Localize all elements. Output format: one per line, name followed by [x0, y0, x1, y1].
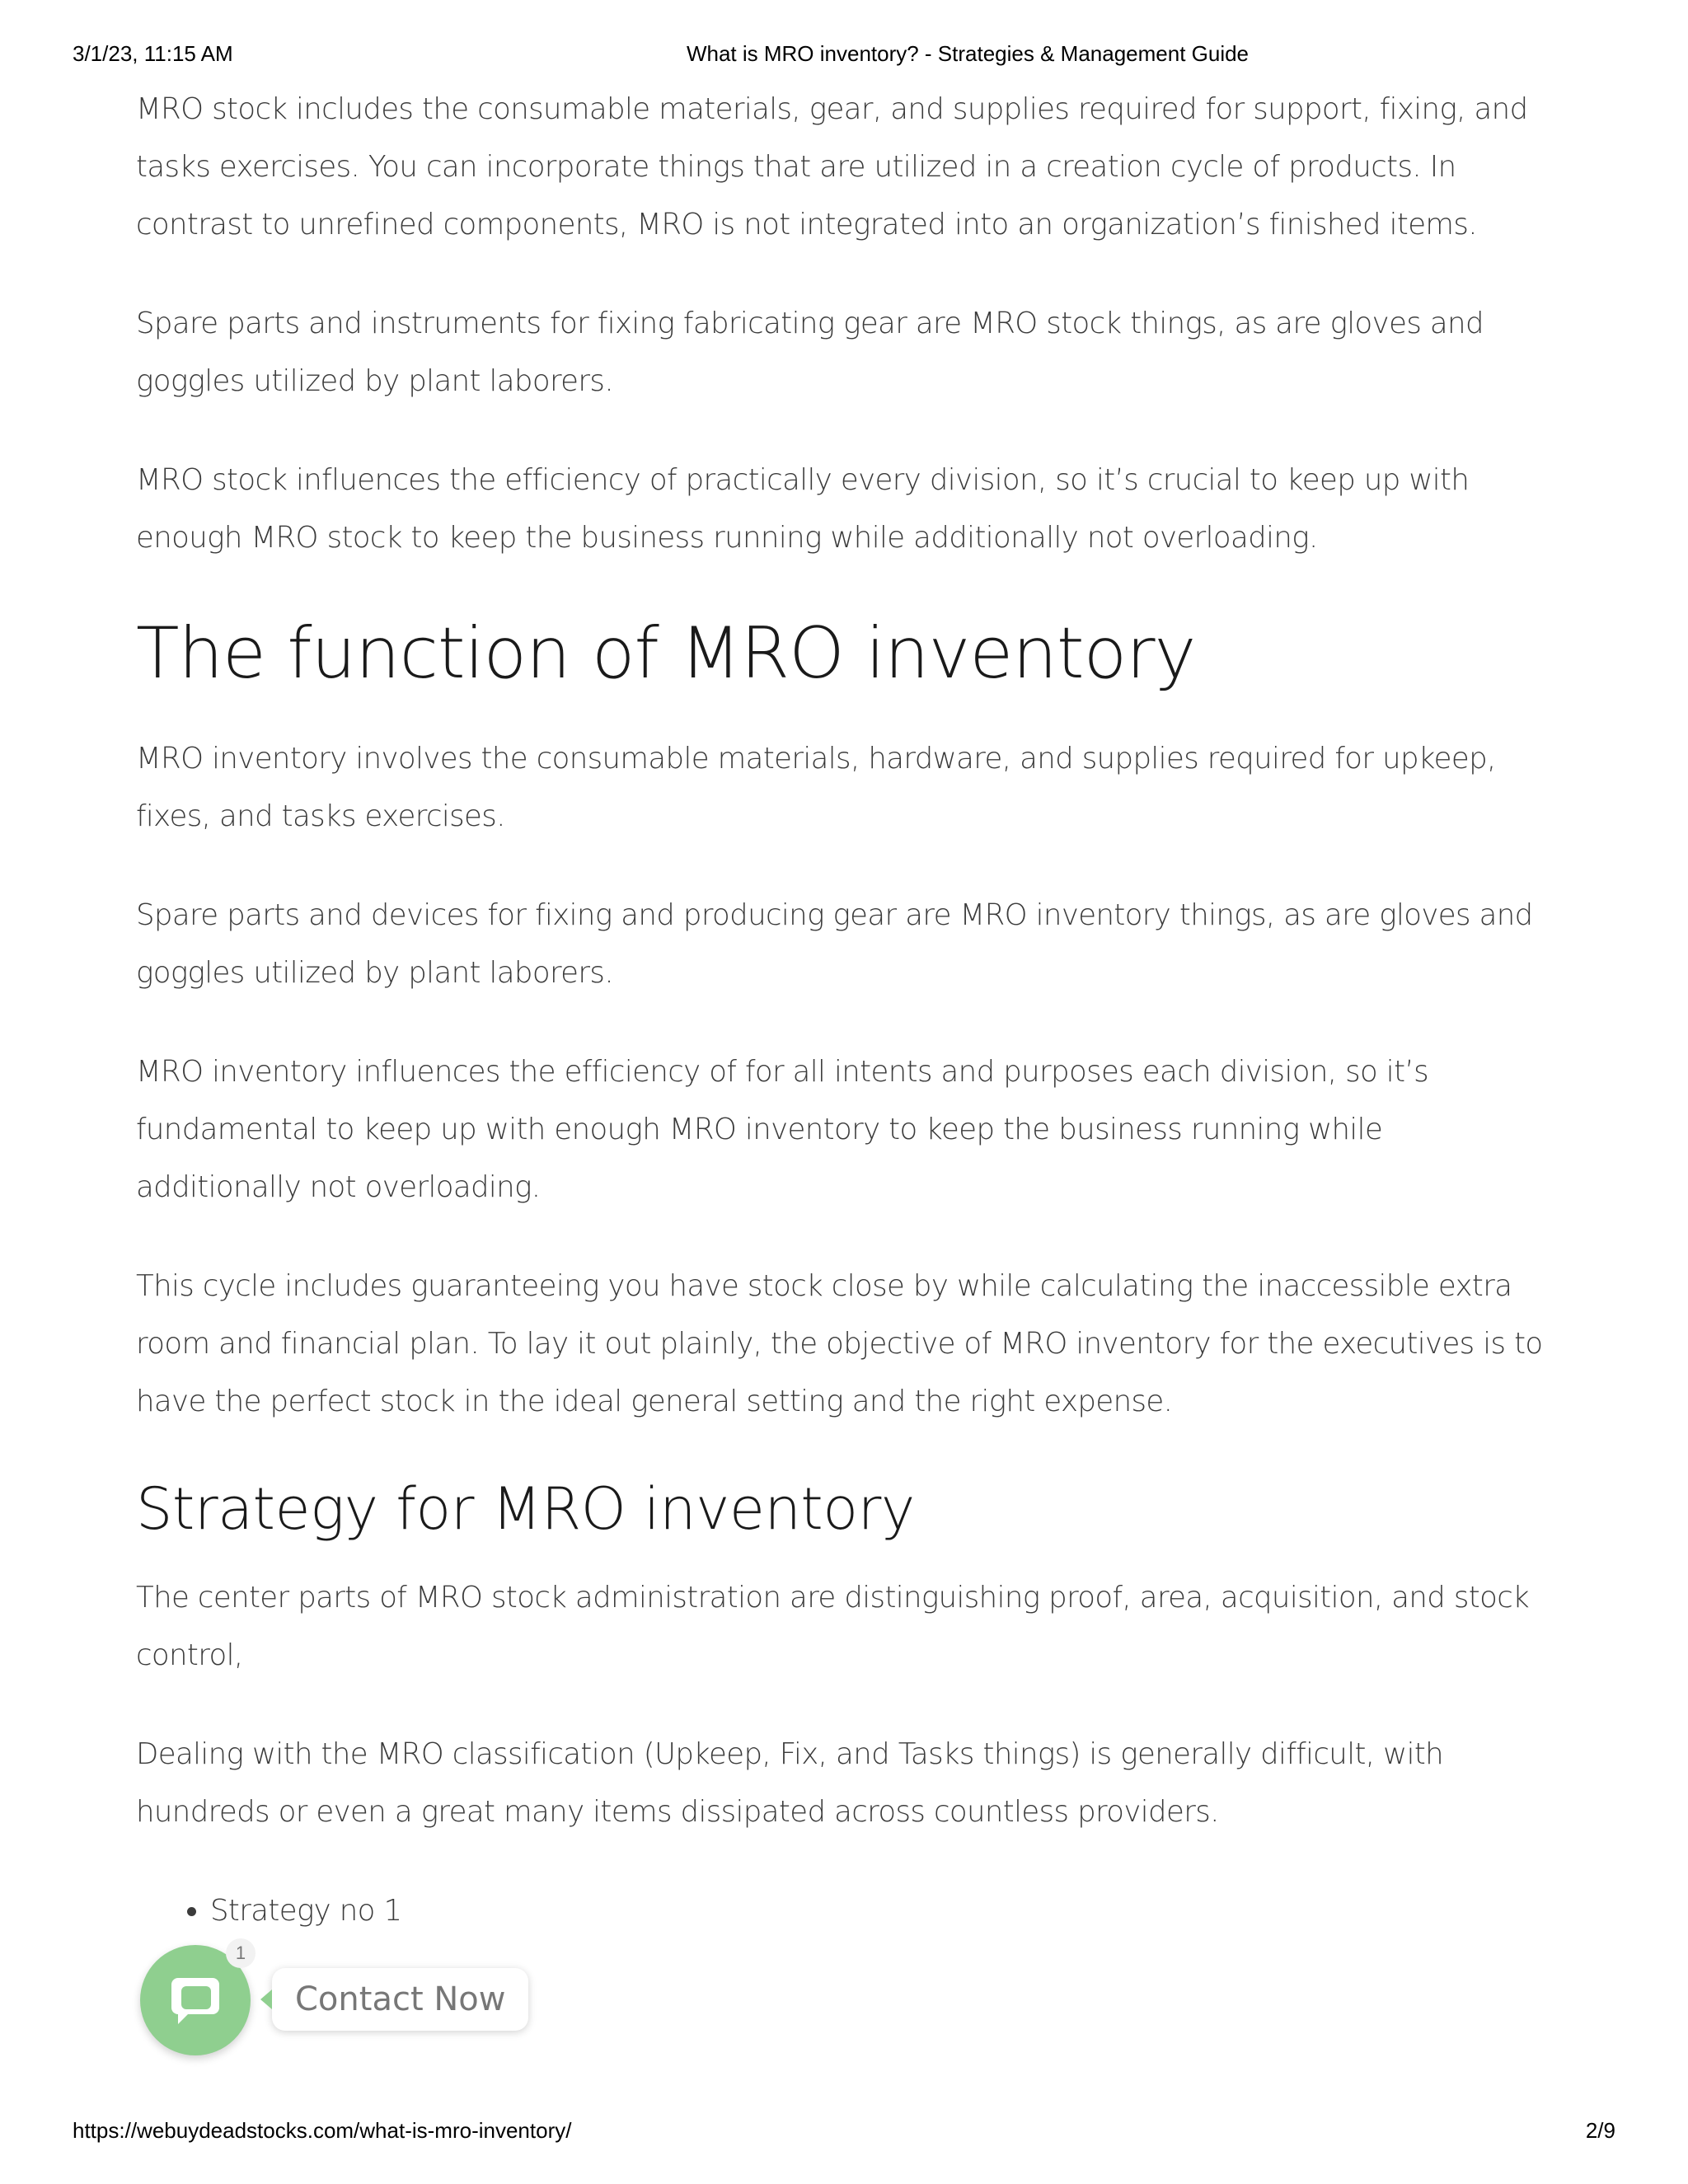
print-footer — [0, 2118, 1688, 2146]
print-header — [0, 41, 1688, 69]
article-body — [136, 81, 1554, 1940]
print-page-number: 2/9 — [1585, 2118, 1615, 2143]
list-item: • Strategy no 1 — [210, 1882, 1554, 1940]
section-heading-strategy: Strategy for MRO inventory — [136, 1475, 915, 1543]
strategy-list — [136, 1882, 1554, 1940]
print-page-title: What is MRO inventory? - Strategies & Management Guide — [686, 41, 1250, 66]
section-paragraph: This cycle includes guaranteeing you have stock close by while calculating the inaccessible extra room and financial plan. To lay it out plainly, the objective of MRO inventory for the executives is to have the perfect stock in the ideal general setting and the right expense. — [136, 1269, 1543, 1418]
contact-now-button[interactable]: Contact Now — [272, 1968, 528, 2031]
section-paragraph: MRO inventory involves the consumable materials, hardware, and supplies required for upkeep, fixes, and tasks exercises. — [136, 742, 1496, 833]
section-paragraph: The center parts of MRO stock administration are distinguishing proof, area, acquisition, and stock control, — [136, 1581, 1530, 1672]
notification-badge: 1 — [226, 1938, 256, 1968]
section-paragraph: Spare parts and devices for fixing and producing gear are MRO inventory things, as are gloves and goggles utilized by plant laborers. — [136, 898, 1533, 990]
intro-paragraph: MRO stock influences the efficiency of practically every division, so it’s crucial to keep up with enough MRO stock to keep the business running while additionally not overloading. — [136, 463, 1470, 555]
section-paragraph: Dealing with the MRO classification (Upkeep, Fix, and Tasks things) is generally difficult, with hundreds or even a great many items dissipated across countless providers. — [136, 1737, 1444, 1829]
intro-paragraph: Spare parts and instruments for fixing fabricating gear are MRO stock things, as are gloves and goggles utilized by plant laborers. — [136, 307, 1484, 398]
section-heading-function: The function of MRO inventory — [136, 612, 1196, 695]
section-paragraph: MRO inventory influences the efficiency of for all intents and purposes each division, so it’s fundamental to keep up with enough MRO inventory to keep the business running while additionally not overloading. — [136, 1055, 1428, 1204]
print-date: 3/1/23, 11:15 AM — [73, 41, 233, 66]
intro-paragraph: MRO stock includes the consumable materials, gear, and supplies required for support, fixing, and tasks exercises. You can incorporate things that are utilized in a creation cycle of products. In contrast to unrefined components, MRO is not integrated into an organization’s finished items. — [136, 92, 1528, 241]
chat-icon — [166, 1973, 224, 2027]
contact-widget[interactable] — [140, 1945, 552, 2060]
print-url: https://webuydeadstocks.com/what-is-mro-inventory/ — [73, 2118, 572, 2143]
